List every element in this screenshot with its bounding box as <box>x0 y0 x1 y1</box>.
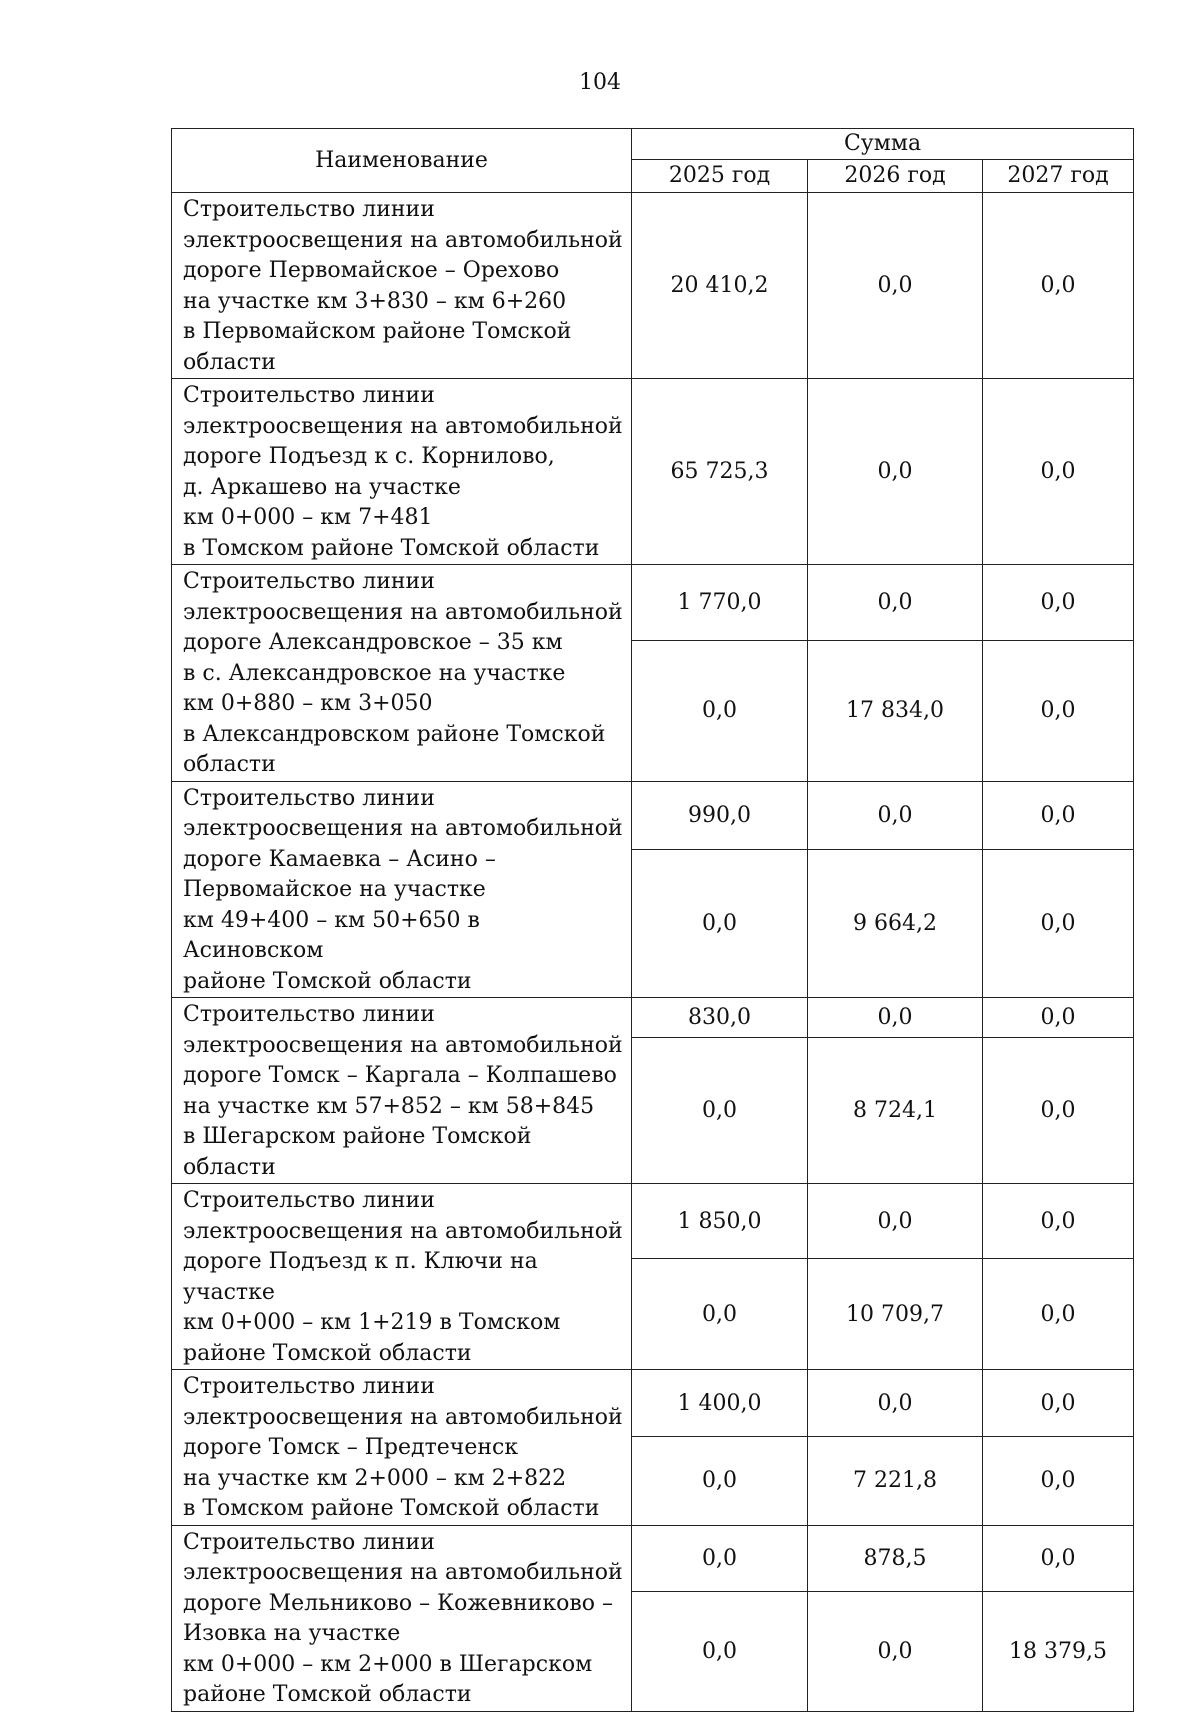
value-2025: 1 400,0 <box>632 1370 808 1437</box>
value-2027: 0,0 <box>983 1038 1134 1184</box>
item-name: Строительство линии электроосвещения на автомобильной дороге Томск – Предтеченск на участке км 2+000 – км 2+822 в Томском районе Томской области <box>172 1370 632 1526</box>
value-2027: 0,0 <box>983 1525 1134 1591</box>
table-row <box>172 998 1134 1038</box>
value-2027: 0,0 <box>983 781 1134 850</box>
value-2026: 0,0 <box>808 1591 983 1711</box>
table-row <box>172 1525 1134 1591</box>
value-2025: 0,0 <box>632 640 808 781</box>
value-2025: 0,0 <box>632 1591 808 1711</box>
budget-table <box>171 128 1134 1712</box>
table-row <box>172 1370 1134 1437</box>
table-row <box>172 781 1134 850</box>
value-2025: 0,0 <box>632 1525 808 1591</box>
header-year-2027: 2027 год <box>983 160 1134 193</box>
value-2026: 7 221,8 <box>808 1437 983 1525</box>
value-2027: 0,0 <box>983 1370 1134 1437</box>
table-body <box>172 193 1134 1712</box>
value-2026: 878,5 <box>808 1525 983 1591</box>
value-2026: 17 834,0 <box>808 640 983 781</box>
page-number: 104 <box>579 70 621 95</box>
item-name: Строительство линии электроосвещения на автомобильной дороге Томск – Каргала – Колпашево на участке км 57+852 – км 58+845 в Шегарском районе Томской области <box>172 998 632 1184</box>
header-sum: Сумма <box>632 129 1134 160</box>
table-header <box>172 129 1134 193</box>
value-2027: 0,0 <box>983 1184 1134 1259</box>
item-name: Строительство линии электроосвещения на автомобильной дороге Александровское – 35 км в с. Александровское на участке км 0+880 – км 3+050 в Александровском районе Томской области <box>172 565 632 782</box>
value-2027: 0,0 <box>983 565 1134 641</box>
value-2025: 1 850,0 <box>632 1184 808 1259</box>
value-2026: 0,0 <box>808 565 983 641</box>
table-row <box>172 565 1134 641</box>
value-2026: 8 724,1 <box>808 1038 983 1184</box>
value-2026: 0,0 <box>808 1184 983 1259</box>
value-2025: 0,0 <box>632 1038 808 1184</box>
table-row <box>172 1184 1134 1259</box>
item-name: Строительство линии электроосвещения на автомобильной дороге Подъезд к с. Корнилово, д. Аркашево на участке км 0+000 – км 7+481 в Томском районе Томской области <box>172 379 632 565</box>
value-2026: 10 709,7 <box>808 1259 983 1370</box>
item-name: Строительство линии электроосвещения на автомобильной дороге Первомайское – Орехово на участке км 3+830 – км 6+260 в Первомайском районе Томской области <box>172 193 632 379</box>
value-2025: 0,0 <box>632 1259 808 1370</box>
value-2027: 0,0 <box>983 193 1134 379</box>
value-2025: 0,0 <box>632 1437 808 1525</box>
value-2025: 65 725,3 <box>632 379 808 565</box>
item-name: Строительство линии электроосвещения на автомобильной дороге Подъезд к п. Ключи на участке км 0+000 – км 1+219 в Томском районе Томской области <box>172 1184 632 1370</box>
value-2026: 9 664,2 <box>808 850 983 998</box>
value-2027: 0,0 <box>983 1259 1134 1370</box>
value-2025: 990,0 <box>632 781 808 850</box>
value-2027: 18 379,5 <box>983 1591 1134 1711</box>
value-2026: 0,0 <box>808 998 983 1038</box>
item-name: Строительство линии электроосвещения на автомобильной дороге Камаевка – Асино – Первомайское на участке км 49+400 – км 50+650 в Асиновском районе Томской области <box>172 781 632 998</box>
item-name: Строительство линии электроосвещения на автомобильной дороге Мельниково – Кожевниково – Изовка на участке км 0+000 – км 2+000 в Шегарском районе Томской области <box>172 1525 632 1711</box>
value-2027: 0,0 <box>983 850 1134 998</box>
header-year-2026: 2026 год <box>808 160 983 193</box>
value-2026: 0,0 <box>808 379 983 565</box>
header-year-2025: 2025 год <box>632 160 808 193</box>
table-row <box>172 379 1134 565</box>
value-2027: 0,0 <box>983 640 1134 781</box>
table-row <box>172 193 1134 379</box>
header-name: Наименование <box>172 129 632 193</box>
value-2025: 1 770,0 <box>632 565 808 641</box>
value-2026: 0,0 <box>808 781 983 850</box>
value-2026: 0,0 <box>808 1370 983 1437</box>
value-2025: 20 410,2 <box>632 193 808 379</box>
value-2027: 0,0 <box>983 1437 1134 1525</box>
value-2025: 830,0 <box>632 998 808 1038</box>
value-2026: 0,0 <box>808 193 983 379</box>
value-2027: 0,0 <box>983 998 1134 1038</box>
value-2025: 0,0 <box>632 850 808 998</box>
value-2027: 0,0 <box>983 379 1134 565</box>
